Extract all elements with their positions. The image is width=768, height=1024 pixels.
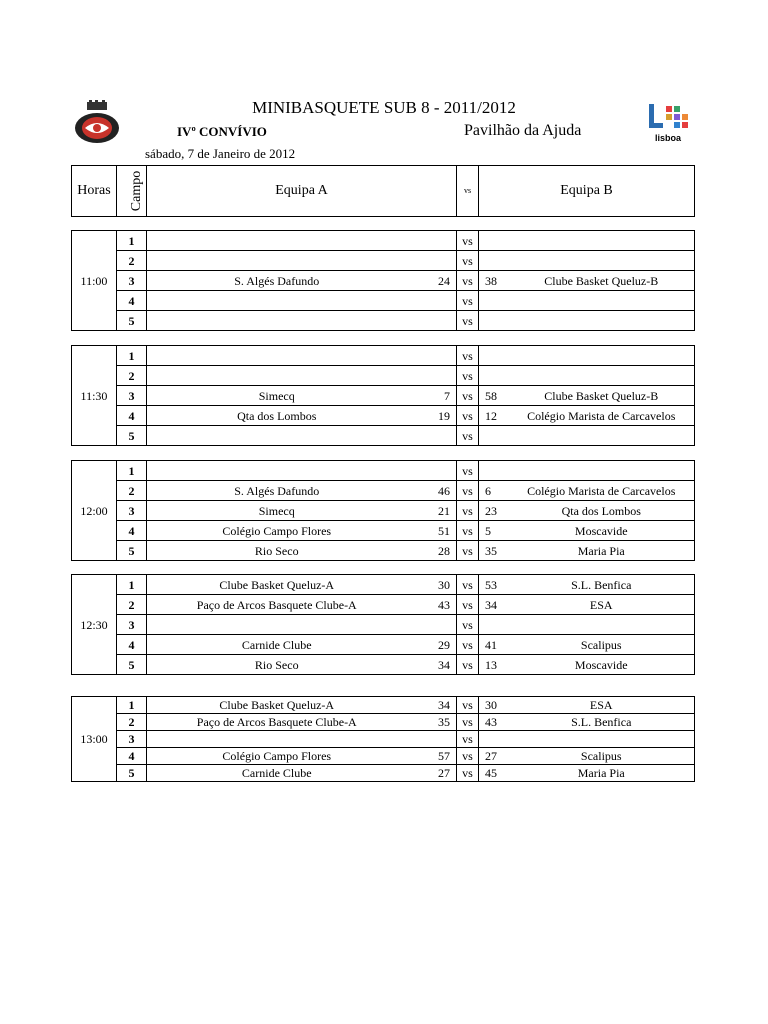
svg-text:lisboa: lisboa <box>655 133 682 143</box>
field-number: 5 <box>117 765 147 782</box>
score-a: 46 <box>407 481 457 501</box>
score-b <box>479 461 509 481</box>
field-number: 3 <box>117 386 147 406</box>
score-b <box>479 426 509 446</box>
field-number: 2 <box>117 481 147 501</box>
field-number: 2 <box>117 595 147 615</box>
score-b: 35 <box>479 541 509 561</box>
field-number: 4 <box>117 291 147 311</box>
header-horas: Horas <box>72 166 117 217</box>
score-b: 41 <box>479 635 509 655</box>
team-b: Colégio Marista de Carcavelos <box>509 406 695 426</box>
team-b: Moscavide <box>509 655 695 675</box>
vs-label: vs <box>457 575 479 595</box>
header-vs: vs <box>457 166 479 217</box>
team-a: Clube Basket Queluz-A <box>147 697 407 714</box>
team-b: Clube Basket Queluz-B <box>509 271 695 291</box>
team-b <box>509 366 695 386</box>
field-number: 1 <box>117 697 147 714</box>
score-a: 43 <box>407 595 457 615</box>
vs-label: vs <box>457 714 479 731</box>
team-b: Maria Pia <box>509 765 695 782</box>
score-a <box>407 346 457 366</box>
match-row <box>72 697 695 714</box>
score-b: 5 <box>479 521 509 541</box>
team-b <box>509 251 695 271</box>
time-block <box>71 230 695 331</box>
team-a: Rio Seco <box>147 541 407 561</box>
field-number: 2 <box>117 251 147 271</box>
match-time: 11:30 <box>72 346 117 446</box>
team-a: Paço de Arcos Basquete Clube-A <box>147 714 407 731</box>
score-b: 6 <box>479 481 509 501</box>
team-b: Scalipus <box>509 748 695 765</box>
event-date: sábado, 7 de Janeiro de 2012 <box>145 146 296 161</box>
match-time: 12:00 <box>72 461 117 561</box>
time-block <box>71 460 695 561</box>
match-row <box>72 461 695 481</box>
team-b <box>509 311 695 331</box>
match-row <box>72 748 695 765</box>
match-time: 11:00 <box>72 231 117 331</box>
vs-label: vs <box>457 595 479 615</box>
score-a <box>407 461 457 481</box>
team-b <box>509 615 695 635</box>
vs-label: vs <box>457 346 479 366</box>
field-number: 3 <box>117 271 147 291</box>
score-a <box>407 731 457 748</box>
team-b: Moscavide <box>509 521 695 541</box>
team-a <box>147 311 407 331</box>
score-b: 53 <box>479 575 509 595</box>
match-row <box>72 426 695 446</box>
score-a <box>407 311 457 331</box>
match-time: 12:30 <box>72 575 117 675</box>
lisboa-logo <box>645 102 691 146</box>
match-row <box>72 291 695 311</box>
vs-label: vs <box>457 406 479 426</box>
team-a <box>147 231 407 251</box>
team-a <box>147 346 407 366</box>
team-a: Simecq <box>147 501 407 521</box>
field-number: 1 <box>117 461 147 481</box>
team-a: Paço de Arcos Basquete Clube-A <box>147 595 407 615</box>
team-b: Scalipus <box>509 635 695 655</box>
vs-label: vs <box>457 481 479 501</box>
score-b: 43 <box>479 714 509 731</box>
team-a: Qta dos Lombos <box>147 406 407 426</box>
vs-label: vs <box>457 635 479 655</box>
vs-label: vs <box>457 541 479 561</box>
team-a: S. Algés Dafundo <box>147 271 407 291</box>
vs-label: vs <box>457 697 479 714</box>
team-a <box>147 731 407 748</box>
score-a: 24 <box>407 271 457 291</box>
team-a <box>147 251 407 271</box>
team-a: Simecq <box>147 386 407 406</box>
field-number: 3 <box>117 615 147 635</box>
score-a: 30 <box>407 575 457 595</box>
match-row <box>72 575 695 595</box>
match-row <box>72 311 695 331</box>
score-a: 21 <box>407 501 457 521</box>
field-number: 2 <box>117 366 147 386</box>
match-row <box>72 366 695 386</box>
vs-label: vs <box>457 615 479 635</box>
time-block <box>71 345 695 446</box>
score-b: 45 <box>479 765 509 782</box>
team-a: Carnide Clube <box>147 635 407 655</box>
vs-label: vs <box>457 765 479 782</box>
score-a <box>407 615 457 635</box>
match-row <box>72 521 695 541</box>
match-row <box>72 501 695 521</box>
field-number: 1 <box>117 575 147 595</box>
field-number: 1 <box>117 346 147 366</box>
team-b: ESA <box>509 595 695 615</box>
header-campo: Campo <box>117 166 147 217</box>
score-b: 58 <box>479 386 509 406</box>
match-row <box>72 595 695 615</box>
match-row <box>72 541 695 561</box>
score-a <box>407 231 457 251</box>
score-b: 38 <box>479 271 509 291</box>
score-a: 28 <box>407 541 457 561</box>
score-a <box>407 366 457 386</box>
team-b: Maria Pia <box>509 541 695 561</box>
vs-label: vs <box>457 521 479 541</box>
field-number: 4 <box>117 406 147 426</box>
team-b <box>509 731 695 748</box>
team-a <box>147 615 407 635</box>
match-row <box>72 765 695 782</box>
field-number: 5 <box>117 426 147 446</box>
field-number: 4 <box>117 521 147 541</box>
header-equipa-a: Equipa A <box>147 166 457 217</box>
schedule-header <box>71 165 695 217</box>
vs-label: vs <box>457 366 479 386</box>
vs-label: vs <box>457 386 479 406</box>
vs-label: vs <box>457 501 479 521</box>
vs-label: vs <box>457 426 479 446</box>
vs-label: vs <box>457 271 479 291</box>
score-a: 34 <box>407 697 457 714</box>
team-a: Clube Basket Queluz-A <box>147 575 407 595</box>
match-row <box>72 655 695 675</box>
match-row <box>72 346 695 366</box>
team-a: Carnide Clube <box>147 765 407 782</box>
match-row <box>72 251 695 271</box>
score-b: 13 <box>479 655 509 675</box>
score-b: 12 <box>479 406 509 426</box>
match-time: 13:00 <box>72 697 117 782</box>
score-b <box>479 366 509 386</box>
score-a <box>407 251 457 271</box>
score-b: 27 <box>479 748 509 765</box>
match-row <box>72 231 695 251</box>
team-b: Clube Basket Queluz-B <box>509 386 695 406</box>
header-equipa-b: Equipa B <box>479 166 695 217</box>
field-number: 2 <box>117 714 147 731</box>
score-a <box>407 426 457 446</box>
match-row <box>72 615 695 635</box>
vs-label: vs <box>457 748 479 765</box>
score-a: 35 <box>407 714 457 731</box>
time-block <box>71 574 695 675</box>
score-b: 30 <box>479 697 509 714</box>
score-b <box>479 346 509 366</box>
team-b: S.L. Benfica <box>509 575 695 595</box>
field-number: 3 <box>117 501 147 521</box>
vs-label: vs <box>457 311 479 331</box>
score-b <box>479 291 509 311</box>
team-a <box>147 366 407 386</box>
match-row <box>72 714 695 731</box>
team-b <box>509 346 695 366</box>
team-a: S. Algés Dafundo <box>147 481 407 501</box>
score-b: 23 <box>479 501 509 521</box>
score-b <box>479 731 509 748</box>
team-b: S.L. Benfica <box>509 714 695 731</box>
vs-label: vs <box>457 731 479 748</box>
team-a: Colégio Campo Flores <box>147 748 407 765</box>
match-row <box>72 271 695 291</box>
match-row <box>72 481 695 501</box>
field-number: 3 <box>117 731 147 748</box>
time-block <box>71 696 695 782</box>
venue-label: Pavilhão da Ajuda <box>464 122 582 139</box>
vs-label: vs <box>457 251 479 271</box>
team-b: ESA <box>509 697 695 714</box>
team-b: Colégio Marista de Carcavelos <box>509 481 695 501</box>
score-b <box>479 251 509 271</box>
team-a <box>147 291 407 311</box>
team-b <box>509 291 695 311</box>
score-a: 51 <box>407 521 457 541</box>
field-number: 4 <box>117 635 147 655</box>
score-a: 27 <box>407 765 457 782</box>
score-a: 19 <box>407 406 457 426</box>
match-row <box>72 386 695 406</box>
field-number: 1 <box>117 231 147 251</box>
vs-label: vs <box>457 461 479 481</box>
score-b <box>479 615 509 635</box>
team-b: Qta dos Lombos <box>509 501 695 521</box>
field-number: 4 <box>117 748 147 765</box>
score-a: 34 <box>407 655 457 675</box>
score-b: 34 <box>479 595 509 615</box>
field-number: 5 <box>117 541 147 561</box>
match-row <box>72 406 695 426</box>
match-row <box>72 731 695 748</box>
team-a <box>147 426 407 446</box>
vs-label: vs <box>457 231 479 251</box>
vs-label: vs <box>457 291 479 311</box>
score-b <box>479 311 509 331</box>
team-b <box>509 426 695 446</box>
score-a: 7 <box>407 386 457 406</box>
field-number: 5 <box>117 311 147 331</box>
team-b <box>509 231 695 251</box>
event-subtitle: IVº CONVÍVIO <box>177 124 267 139</box>
team-a: Rio Seco <box>147 655 407 675</box>
match-row <box>72 635 695 655</box>
score-a: 29 <box>407 635 457 655</box>
team-a: Colégio Campo Flores <box>147 521 407 541</box>
team-b <box>509 461 695 481</box>
team-a <box>147 461 407 481</box>
vs-label: vs <box>457 655 479 675</box>
field-number: 5 <box>117 655 147 675</box>
score-b <box>479 231 509 251</box>
page-title: MINIBASQUETE SUB 8 - 2011/2012 <box>252 98 516 117</box>
score-a: 57 <box>407 748 457 765</box>
score-a <box>407 291 457 311</box>
